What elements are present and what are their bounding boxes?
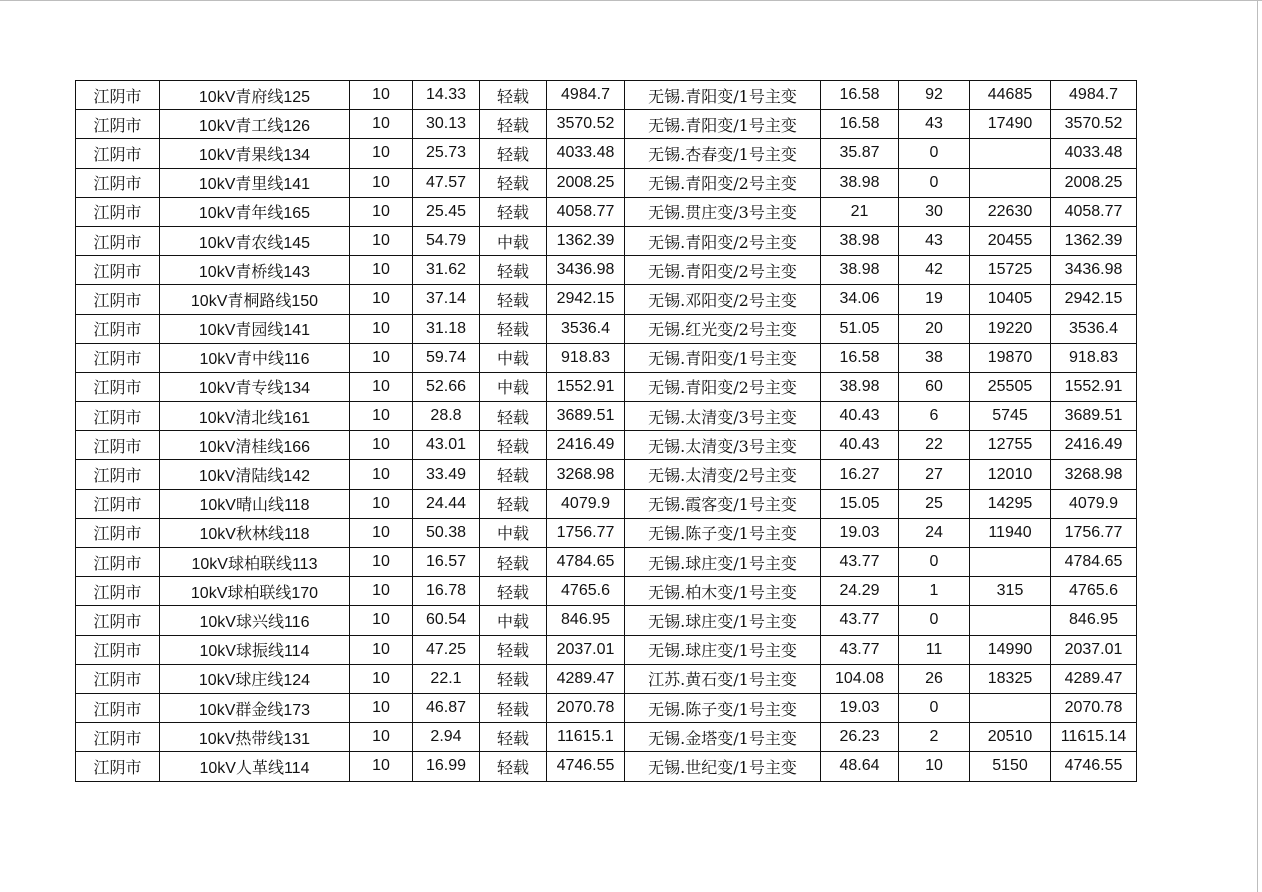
cell-rate: 30.13 — [413, 110, 480, 139]
cell-count: 0 — [899, 139, 970, 168]
cell-line: 10kV球柏联线113 — [160, 548, 350, 577]
cell-capacity: 1362.39 — [547, 226, 625, 255]
cell-city: 江阴市 — [76, 577, 160, 606]
cell-count: 0 — [899, 548, 970, 577]
cell-count: 11 — [899, 635, 970, 664]
cell-capacity: 4079.9 — [547, 489, 625, 518]
cell-total: 3570.52 — [1051, 110, 1137, 139]
cell-amount: 17490 — [970, 110, 1051, 139]
cell-rate: 37.14 — [413, 285, 480, 314]
cell-city: 江阴市 — [76, 197, 160, 226]
cell-transformer-rate: 38.98 — [821, 372, 899, 401]
cell-total: 918.83 — [1051, 343, 1137, 372]
cell-capacity: 4058.77 — [547, 197, 625, 226]
table-row — [76, 81, 1137, 110]
cell-transformer-rate: 21 — [821, 197, 899, 226]
cell-voltage: 10 — [350, 285, 413, 314]
cell-transformer-rate: 104.08 — [821, 664, 899, 693]
cell-rate: 14.33 — [413, 81, 480, 110]
cell-transformer-rate: 48.64 — [821, 752, 899, 781]
cell-substation: 无锡.球庄变/1号主变 — [625, 548, 821, 577]
cell-load: 轻载 — [480, 197, 547, 226]
cell-city: 江阴市 — [76, 548, 160, 577]
table-row — [76, 226, 1137, 255]
cell-rate: 59.74 — [413, 343, 480, 372]
cell-city: 江阴市 — [76, 723, 160, 752]
cell-city: 江阴市 — [76, 285, 160, 314]
cell-rate: 60.54 — [413, 606, 480, 635]
cell-capacity: 2942.15 — [547, 285, 625, 314]
cell-load: 中载 — [480, 606, 547, 635]
cell-load: 中载 — [480, 518, 547, 547]
cell-amount — [970, 693, 1051, 722]
table-row — [76, 168, 1137, 197]
cell-substation: 无锡.青阳变/2号主变 — [625, 256, 821, 285]
cell-line: 10kV青果线134 — [160, 139, 350, 168]
cell-load: 轻载 — [480, 489, 547, 518]
cell-substation: 无锡.球庄变/1号主变 — [625, 635, 821, 664]
cell-line: 10kV青工线126 — [160, 110, 350, 139]
cell-rate: 16.99 — [413, 752, 480, 781]
cell-count: 26 — [899, 664, 970, 693]
cell-total: 3268.98 — [1051, 460, 1137, 489]
cell-line: 10kV人革线114 — [160, 752, 350, 781]
cell-line: 10kV青年线165 — [160, 197, 350, 226]
cell-substation: 无锡.金塔变/1号主变 — [625, 723, 821, 752]
cell-load: 轻载 — [480, 139, 547, 168]
cell-capacity: 4765.6 — [547, 577, 625, 606]
cell-substation: 无锡.青阳变/1号主变 — [625, 110, 821, 139]
cell-transformer-rate: 40.43 — [821, 431, 899, 460]
cell-substation: 无锡.太清变/3号主变 — [625, 402, 821, 431]
cell-city: 江阴市 — [76, 110, 160, 139]
table-row — [76, 372, 1137, 401]
cell-capacity: 4033.48 — [547, 139, 625, 168]
cell-count: 38 — [899, 343, 970, 372]
cell-count: 1 — [899, 577, 970, 606]
cell-load: 轻载 — [480, 285, 547, 314]
cell-transformer-rate: 16.58 — [821, 343, 899, 372]
cell-amount — [970, 548, 1051, 577]
cell-city: 江阴市 — [76, 402, 160, 431]
cell-voltage: 10 — [350, 168, 413, 197]
cell-substation: 无锡.青阳变/1号主变 — [625, 81, 821, 110]
cell-city: 江阴市 — [76, 431, 160, 460]
cell-voltage: 10 — [350, 343, 413, 372]
cell-transformer-rate: 24.29 — [821, 577, 899, 606]
cell-rate: 16.78 — [413, 577, 480, 606]
cell-load: 轻载 — [480, 402, 547, 431]
cell-count: 24 — [899, 518, 970, 547]
cell-load: 轻载 — [480, 110, 547, 139]
cell-amount: 22630 — [970, 197, 1051, 226]
cell-city: 江阴市 — [76, 606, 160, 635]
cell-rate: 47.25 — [413, 635, 480, 664]
page-right-border — [1257, 0, 1258, 892]
cell-line: 10kV青桥线143 — [160, 256, 350, 285]
cell-transformer-rate: 40.43 — [821, 402, 899, 431]
cell-total: 4033.48 — [1051, 139, 1137, 168]
cell-amount: 20455 — [970, 226, 1051, 255]
cell-voltage: 10 — [350, 460, 413, 489]
table-row — [76, 139, 1137, 168]
cell-amount: 20510 — [970, 723, 1051, 752]
cell-substation: 无锡.陈子变/1号主变 — [625, 693, 821, 722]
cell-count: 19 — [899, 285, 970, 314]
cell-voltage: 10 — [350, 548, 413, 577]
cell-city: 江阴市 — [76, 664, 160, 693]
cell-capacity: 4984.7 — [547, 81, 625, 110]
table-row — [76, 343, 1137, 372]
cell-line: 10kV青里线141 — [160, 168, 350, 197]
cell-line: 10kV秋林线118 — [160, 518, 350, 547]
cell-count: 30 — [899, 197, 970, 226]
cell-total: 11615.14 — [1051, 723, 1137, 752]
cell-total: 2942.15 — [1051, 285, 1137, 314]
cell-amount: 19870 — [970, 343, 1051, 372]
cell-voltage: 10 — [350, 577, 413, 606]
cell-voltage: 10 — [350, 693, 413, 722]
table-row — [76, 635, 1137, 664]
cell-capacity: 3268.98 — [547, 460, 625, 489]
cell-city: 江阴市 — [76, 343, 160, 372]
cell-substation: 无锡.青阳变/1号主变 — [625, 343, 821, 372]
table-row — [76, 693, 1137, 722]
cell-load: 轻载 — [480, 314, 547, 343]
cell-total: 846.95 — [1051, 606, 1137, 635]
cell-load: 轻载 — [480, 431, 547, 460]
cell-total: 1756.77 — [1051, 518, 1137, 547]
cell-city: 江阴市 — [76, 256, 160, 285]
cell-substation: 无锡.太清变/2号主变 — [625, 460, 821, 489]
cell-amount: 12010 — [970, 460, 1051, 489]
cell-capacity: 11615.1 — [547, 723, 625, 752]
cell-count: 43 — [899, 110, 970, 139]
cell-count: 2 — [899, 723, 970, 752]
cell-substation: 无锡.霞客变/1号主变 — [625, 489, 821, 518]
cell-city: 江阴市 — [76, 139, 160, 168]
cell-amount: 5745 — [970, 402, 1051, 431]
cell-line: 10kV青桐路线150 — [160, 285, 350, 314]
cell-substation: 无锡.贯庄变/3号主变 — [625, 197, 821, 226]
cell-line: 10kV球庄线124 — [160, 664, 350, 693]
cell-voltage: 10 — [350, 518, 413, 547]
table-row — [76, 577, 1137, 606]
cell-voltage: 10 — [350, 606, 413, 635]
cell-count: 25 — [899, 489, 970, 518]
cell-total: 4079.9 — [1051, 489, 1137, 518]
cell-load: 轻载 — [480, 664, 547, 693]
cell-total: 4289.47 — [1051, 664, 1137, 693]
cell-line: 10kV青园线141 — [160, 314, 350, 343]
cell-count: 6 — [899, 402, 970, 431]
cell-rate: 16.57 — [413, 548, 480, 577]
cell-total: 4746.55 — [1051, 752, 1137, 781]
cell-transformer-rate: 16.27 — [821, 460, 899, 489]
cell-transformer-rate: 15.05 — [821, 489, 899, 518]
cell-transformer-rate: 43.77 — [821, 548, 899, 577]
cell-voltage: 10 — [350, 372, 413, 401]
cell-substation: 无锡.邓阳变/2号主变 — [625, 285, 821, 314]
cell-count: 20 — [899, 314, 970, 343]
distribution-line-table — [75, 80, 1137, 782]
cell-line: 10kV青府线125 — [160, 81, 350, 110]
table-row — [76, 256, 1137, 285]
cell-substation: 无锡.世纪变/1号主变 — [625, 752, 821, 781]
cell-transformer-rate: 19.03 — [821, 693, 899, 722]
cell-load: 轻载 — [480, 81, 547, 110]
cell-city: 江阴市 — [76, 460, 160, 489]
cell-capacity: 3536.4 — [547, 314, 625, 343]
cell-rate: 54.79 — [413, 226, 480, 255]
cell-amount: 15725 — [970, 256, 1051, 285]
cell-amount: 44685 — [970, 81, 1051, 110]
cell-voltage: 10 — [350, 402, 413, 431]
cell-voltage: 10 — [350, 752, 413, 781]
cell-capacity: 2037.01 — [547, 635, 625, 664]
cell-count: 43 — [899, 226, 970, 255]
cell-rate: 24.44 — [413, 489, 480, 518]
cell-substation: 无锡.青阳变/2号主变 — [625, 372, 821, 401]
cell-load: 轻载 — [480, 577, 547, 606]
cell-load: 轻载 — [480, 752, 547, 781]
table-row — [76, 752, 1137, 781]
cell-total: 4984.7 — [1051, 81, 1137, 110]
cell-capacity: 1552.91 — [547, 372, 625, 401]
table-row — [76, 664, 1137, 693]
table-row — [76, 723, 1137, 752]
cell-total: 1552.91 — [1051, 372, 1137, 401]
cell-capacity: 3570.52 — [547, 110, 625, 139]
cell-capacity: 846.95 — [547, 606, 625, 635]
cell-city: 江阴市 — [76, 635, 160, 664]
cell-city: 江阴市 — [76, 693, 160, 722]
cell-transformer-rate: 35.87 — [821, 139, 899, 168]
cell-transformer-rate: 43.77 — [821, 635, 899, 664]
cell-capacity: 2008.25 — [547, 168, 625, 197]
cell-load: 轻载 — [480, 548, 547, 577]
cell-count: 0 — [899, 606, 970, 635]
cell-load: 轻载 — [480, 256, 547, 285]
cell-capacity: 2416.49 — [547, 431, 625, 460]
cell-city: 江阴市 — [76, 226, 160, 255]
cell-total: 2008.25 — [1051, 168, 1137, 197]
cell-amount: 12755 — [970, 431, 1051, 460]
table-row — [76, 489, 1137, 518]
cell-substation: 无锡.球庄变/1号主变 — [625, 606, 821, 635]
cell-count: 92 — [899, 81, 970, 110]
cell-voltage: 10 — [350, 226, 413, 255]
cell-rate: 25.73 — [413, 139, 480, 168]
cell-line: 10kV晴山线118 — [160, 489, 350, 518]
cell-load: 轻载 — [480, 635, 547, 664]
cell-transformer-rate: 16.58 — [821, 81, 899, 110]
cell-substation: 无锡.陈子变/1号主变 — [625, 518, 821, 547]
cell-load: 轻载 — [480, 693, 547, 722]
cell-capacity: 1756.77 — [547, 518, 625, 547]
cell-voltage: 10 — [350, 110, 413, 139]
cell-amount — [970, 168, 1051, 197]
cell-line: 10kV青专线134 — [160, 372, 350, 401]
cell-amount: 14990 — [970, 635, 1051, 664]
cell-total: 3536.4 — [1051, 314, 1137, 343]
table-row — [76, 110, 1137, 139]
cell-line: 10kV球兴线116 — [160, 606, 350, 635]
cell-rate: 47.57 — [413, 168, 480, 197]
cell-substation: 无锡.杏春变/1号主变 — [625, 139, 821, 168]
cell-total: 2070.78 — [1051, 693, 1137, 722]
cell-line: 10kV青农线145 — [160, 226, 350, 255]
cell-line: 10kV球振线114 — [160, 635, 350, 664]
cell-amount: 14295 — [970, 489, 1051, 518]
cell-city: 江阴市 — [76, 752, 160, 781]
cell-line: 10kV群金线173 — [160, 693, 350, 722]
cell-capacity: 3436.98 — [547, 256, 625, 285]
cell-transformer-rate: 38.98 — [821, 256, 899, 285]
table-row — [76, 314, 1137, 343]
cell-city: 江阴市 — [76, 314, 160, 343]
cell-total: 1362.39 — [1051, 226, 1137, 255]
cell-amount: 11940 — [970, 518, 1051, 547]
table-row — [76, 431, 1137, 460]
table-row — [76, 548, 1137, 577]
cell-capacity: 918.83 — [547, 343, 625, 372]
cell-substation: 江苏.黄石变/1号主变 — [625, 664, 821, 693]
cell-voltage: 10 — [350, 489, 413, 518]
cell-total: 4765.6 — [1051, 577, 1137, 606]
cell-count: 0 — [899, 693, 970, 722]
cell-voltage: 10 — [350, 314, 413, 343]
cell-total: 4058.77 — [1051, 197, 1137, 226]
cell-voltage: 10 — [350, 664, 413, 693]
cell-transformer-rate: 51.05 — [821, 314, 899, 343]
cell-substation: 无锡.柏木变/1号主变 — [625, 577, 821, 606]
table-row — [76, 606, 1137, 635]
cell-count: 10 — [899, 752, 970, 781]
cell-total: 2416.49 — [1051, 431, 1137, 460]
cell-load: 轻载 — [480, 460, 547, 489]
cell-voltage: 10 — [350, 723, 413, 752]
cell-city: 江阴市 — [76, 372, 160, 401]
cell-substation: 无锡.青阳变/2号主变 — [625, 226, 821, 255]
cell-transformer-rate: 16.58 — [821, 110, 899, 139]
cell-amount: 10405 — [970, 285, 1051, 314]
cell-load: 轻载 — [480, 723, 547, 752]
cell-substation: 无锡.青阳变/2号主变 — [625, 168, 821, 197]
cell-transformer-rate: 38.98 — [821, 168, 899, 197]
cell-line: 10kV青中线116 — [160, 343, 350, 372]
cell-total: 3436.98 — [1051, 256, 1137, 285]
cell-voltage: 10 — [350, 431, 413, 460]
cell-rate: 46.87 — [413, 693, 480, 722]
cell-count: 27 — [899, 460, 970, 489]
cell-amount: 5150 — [970, 752, 1051, 781]
table-row — [76, 460, 1137, 489]
cell-city: 江阴市 — [76, 168, 160, 197]
cell-transformer-rate: 43.77 — [821, 606, 899, 635]
cell-capacity: 4784.65 — [547, 548, 625, 577]
cell-capacity: 4746.55 — [547, 752, 625, 781]
cell-amount: 315 — [970, 577, 1051, 606]
cell-rate: 31.62 — [413, 256, 480, 285]
cell-line: 10kV清桂线166 — [160, 431, 350, 460]
cell-substation: 无锡.红光变/2号主变 — [625, 314, 821, 343]
cell-amount: 25505 — [970, 372, 1051, 401]
cell-transformer-rate: 34.06 — [821, 285, 899, 314]
cell-load: 中载 — [480, 343, 547, 372]
cell-voltage: 10 — [350, 197, 413, 226]
cell-substation: 无锡.太清变/3号主变 — [625, 431, 821, 460]
cell-line: 10kV清陆线142 — [160, 460, 350, 489]
cell-count: 42 — [899, 256, 970, 285]
table-row — [76, 518, 1137, 547]
cell-amount: 19220 — [970, 314, 1051, 343]
cell-line: 10kV热带线131 — [160, 723, 350, 752]
cell-rate: 50.38 — [413, 518, 480, 547]
table-row — [76, 197, 1137, 226]
cell-city: 江阴市 — [76, 518, 160, 547]
cell-rate: 43.01 — [413, 431, 480, 460]
cell-total: 3689.51 — [1051, 402, 1137, 431]
cell-transformer-rate: 38.98 — [821, 226, 899, 255]
cell-rate: 31.18 — [413, 314, 480, 343]
cell-amount — [970, 606, 1051, 635]
cell-transformer-rate: 19.03 — [821, 518, 899, 547]
table-row — [76, 285, 1137, 314]
cell-capacity: 4289.47 — [547, 664, 625, 693]
page-top-border — [0, 0, 1262, 1]
cell-line: 10kV球柏联线170 — [160, 577, 350, 606]
cell-line: 10kV清北线161 — [160, 402, 350, 431]
cell-amount: 18325 — [970, 664, 1051, 693]
cell-rate: 25.45 — [413, 197, 480, 226]
cell-load: 中载 — [480, 226, 547, 255]
cell-amount — [970, 139, 1051, 168]
cell-city: 江阴市 — [76, 489, 160, 518]
cell-voltage: 10 — [350, 635, 413, 664]
cell-count: 0 — [899, 168, 970, 197]
cell-voltage: 10 — [350, 81, 413, 110]
cell-total: 2037.01 — [1051, 635, 1137, 664]
cell-capacity: 3689.51 — [547, 402, 625, 431]
cell-rate: 22.1 — [413, 664, 480, 693]
cell-load: 轻载 — [480, 168, 547, 197]
cell-rate: 33.49 — [413, 460, 480, 489]
cell-rate: 2.94 — [413, 723, 480, 752]
cell-capacity: 2070.78 — [547, 693, 625, 722]
cell-count: 22 — [899, 431, 970, 460]
table-body — [76, 81, 1137, 782]
cell-city: 江阴市 — [76, 81, 160, 110]
cell-rate: 28.8 — [413, 402, 480, 431]
cell-voltage: 10 — [350, 139, 413, 168]
table-row — [76, 402, 1137, 431]
cell-voltage: 10 — [350, 256, 413, 285]
cell-transformer-rate: 26.23 — [821, 723, 899, 752]
cell-rate: 52.66 — [413, 372, 480, 401]
cell-count: 60 — [899, 372, 970, 401]
cell-total: 4784.65 — [1051, 548, 1137, 577]
cell-load: 中载 — [480, 372, 547, 401]
